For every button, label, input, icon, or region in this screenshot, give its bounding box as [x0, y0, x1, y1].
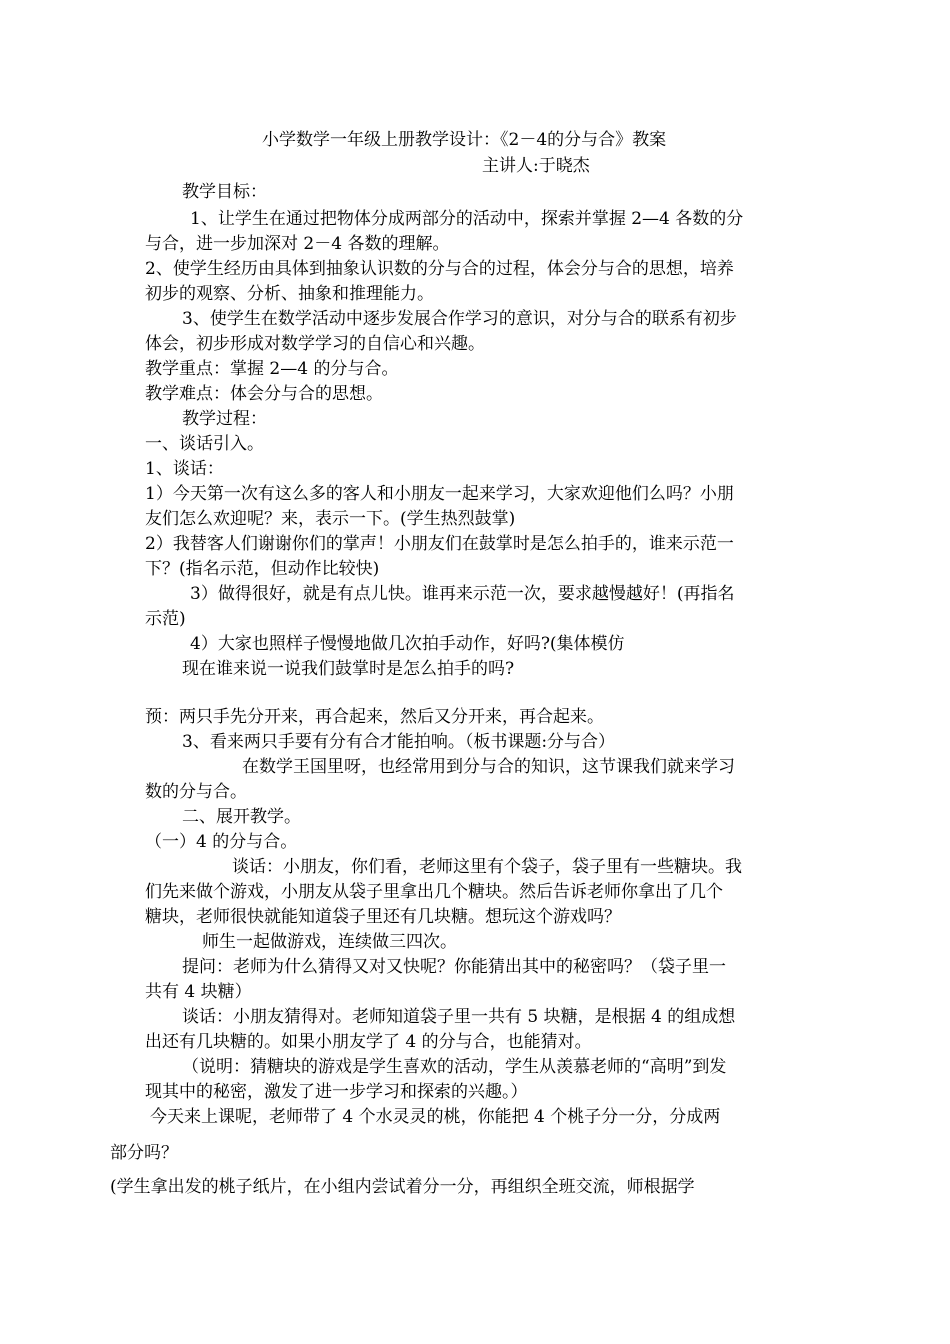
paragraph-line: 出还有几块糖的。如果小朋友学了 4 的分与合，也能猜对。: [145, 1032, 592, 1052]
document-title: 小学数学一年级上册教学设计：《2－4的分与合》教案: [262, 130, 667, 150]
paragraph-line: 下？(指名示范，但动作比较快): [145, 559, 380, 579]
paragraph-line: 师生一起做游戏，连续做三四次。: [202, 932, 457, 952]
paragraph-line: 现其中的秘密，激发了进一步学习和探索的兴趣。）: [145, 1082, 528, 1102]
paragraph-line: （一）4 的分与合。: [145, 832, 298, 852]
paragraph-line: 在数学王国里呀，也经常用到分与合的知识，这节课我们就来学习: [242, 757, 735, 777]
paragraph-line: 初步的观察、分析、抽象和推理能力。: [145, 284, 434, 304]
paragraph-line: 友们怎么欢迎呢？来，表示一下。(学生热烈鼓掌): [145, 509, 516, 529]
paragraph-line: 3）做得很好，就是有点儿快。谁再来示范一次，要求越慢越好！(再指名: [190, 584, 735, 604]
paragraph-line: 体会，初步形成对数学学习的自信心和兴趣。: [145, 334, 485, 354]
paragraph-line: 1）今天第一次有这么多的客人和小朋友一起来学习，大家欢迎他们么吗？小朋: [145, 484, 734, 504]
paragraph-line: 示范): [145, 609, 186, 629]
paragraph-line: 今天来上课呢，老师带了 4 个水灵灵的桃，你能把 4 个桃子分一分，分成两: [150, 1107, 721, 1127]
paragraph-line: 1、谈话：: [145, 459, 224, 479]
paragraph-line: 糖块，老师很快就能知道袋子里还有几块糖。想玩这个游戏吗？: [145, 907, 621, 927]
paragraph-line: 教学目标：: [182, 182, 267, 202]
paragraph-line: 现在谁来说一说我们鼓掌时是怎么拍手的吗?: [182, 659, 515, 679]
paragraph-line: 教学难点：体会分与合的思想。: [145, 384, 383, 404]
paragraph-line: 共有 4 块糖）: [145, 982, 252, 1002]
paragraph-line: 教学重点：掌握 2—4 的分与合。: [145, 359, 399, 379]
paragraph-line: 3、使学生在数学活动中逐步发展合作学习的意识，对分与合的联系有初步: [182, 309, 737, 329]
paragraph-line: 一、谈话引入。: [145, 434, 264, 454]
paragraph-line: 1、让学生在通过把物体分成两部分的活动中，探索并掌握 2—4 各数的分: [190, 209, 744, 229]
paragraph-line: 与合，进一步加深对 2－4 各数的理解。: [145, 234, 450, 254]
speaker-line: 主讲人:于晓杰: [482, 156, 590, 176]
paragraph-line: 预：两只手先分开来，再合起来，然后又分开来，再合起来。: [145, 707, 604, 727]
paragraph-line: 2）我替客人们谢谢你们的掌声！小朋友们在鼓掌时是怎么拍手的，谁来示范一: [145, 534, 734, 554]
paragraph-line: 部分吗？: [110, 1143, 178, 1163]
paragraph-line: 3、看来两只手要有分有合才能拍响。（板书课题:分与合）: [182, 732, 616, 752]
paragraph-line: 数的分与合。: [145, 782, 247, 802]
paragraph-line: 们先来做个游戏，小朋友从袋子里拿出几个糖块。然后告诉老师你拿出了几个: [145, 882, 723, 902]
paragraph-line: 4）大家也照样子慢慢地做几次拍手动作，好吗?(集体模仿: [190, 634, 625, 654]
paragraph-line: （说明：猜糖块的游戏是学生喜欢的活动，学生从羡慕老师的“高明”到发: [182, 1057, 727, 1077]
paragraph-line: (学生拿出发的桃子纸片，在小组内尝试着分一分，再组织全班交流，师根据学: [110, 1177, 695, 1197]
paragraph-line: 2、使学生经历由具体到抽象认识数的分与合的过程，体会分与合的思想，培养: [145, 259, 734, 279]
paragraph-line: 二、展开教学。: [182, 807, 301, 827]
paragraph-line: 谈话：小朋友，你们看，老师这里有个袋子，袋子里有一些糖块。我: [232, 857, 742, 877]
paragraph-line: 谈话：小朋友猜得对。老师知道袋子里一共有 5 块糖，是根据 4 的组成想: [182, 1007, 736, 1027]
paragraph-line: 提问：老师为什么猜得又对又快呢？你能猜出其中的秘密吗？（袋子里一: [182, 957, 726, 977]
paragraph-line: 教学过程：: [182, 409, 267, 429]
